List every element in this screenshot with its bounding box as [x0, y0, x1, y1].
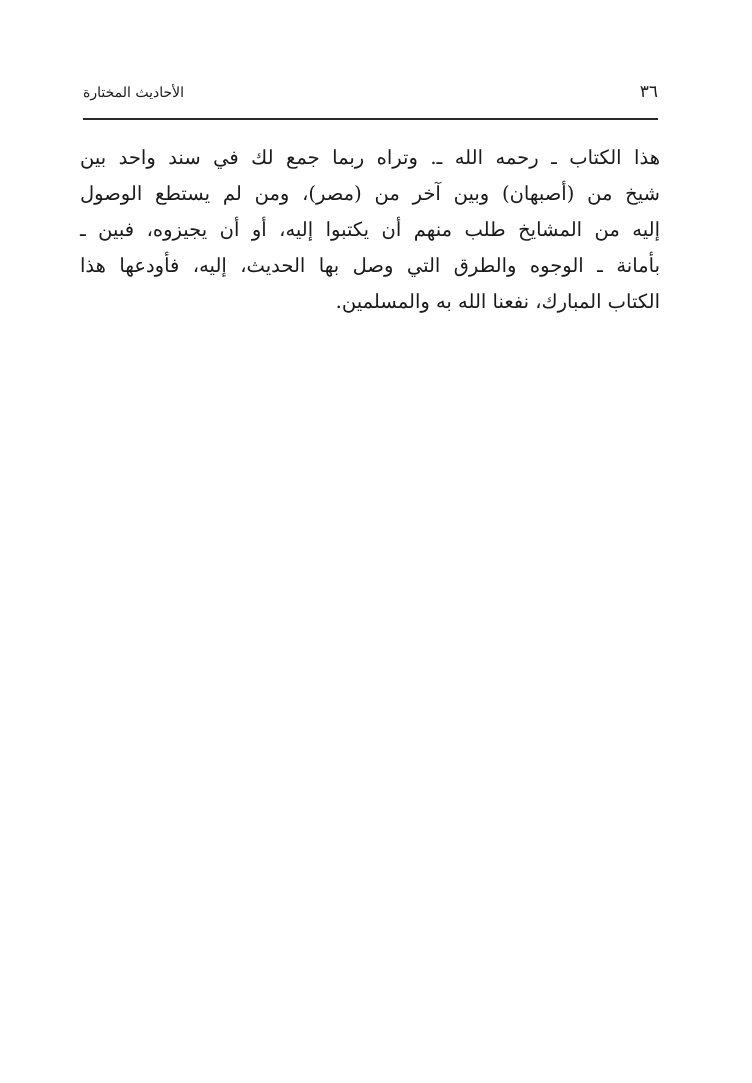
body-line-1: هذا الكتاب ـ رحمه الله ـ. وتراه ربما جمع لك في سند واحد بين [80, 146, 660, 169]
body-line-3: إليه من المشايخ طلب منهم أن يكتبوا إليه، أو أن يجيزوه، فبين ـ [80, 218, 660, 241]
body-line-5: الكتاب المبارك، نفعنا الله به والمسلمين. [335, 290, 660, 313]
body-line-2: شيخ من (أصبهان) وبين آخر من (مصر)، ومن لم يستطع الوصول [80, 182, 660, 205]
body-paragraph [80, 140, 660, 320]
page-number: ٣٦ [639, 82, 658, 102]
header-divider [83, 118, 658, 120]
running-header [83, 80, 658, 106]
running-title: الأحاديث المختارة [83, 85, 184, 101]
body-line-4: بأمانة ـ الوجوه والطرق التي وصل بها الحديث، إليه، فأودعها هذا [80, 254, 660, 277]
